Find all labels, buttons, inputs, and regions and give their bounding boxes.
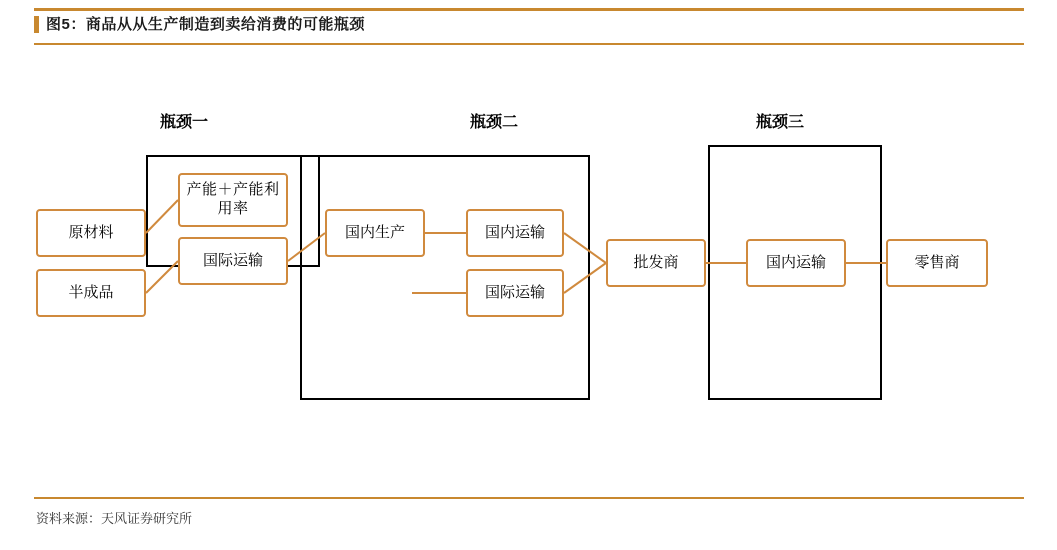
node-international-transport-2[interactable]: 国际运输 <box>466 269 564 317</box>
node-international-transport-1[interactable]: 国际运输 <box>178 237 288 285</box>
source-note: 资料来源：天风证券研究所 <box>36 511 193 526</box>
page-title: 图5：商品从从生产制造到卖给消费的可能瓶颈 <box>46 16 365 33</box>
node-wholesaler[interactable]: 批发商 <box>606 239 706 287</box>
edge-inttransport2-to-wholesaler <box>564 263 606 293</box>
node-capacity-utilization[interactable]: 产能＋产能利用率 <box>178 173 288 227</box>
group-label-bottleneck-three: 瓶颈三 <box>756 114 805 131</box>
group-label-bottleneck-one: 瓶颈一 <box>160 114 209 131</box>
group-label-bottleneck-two: 瓶颈二 <box>470 114 519 131</box>
title-accent-bar <box>34 16 39 33</box>
diagram-canvas <box>0 45 1057 495</box>
header-rule-top <box>34 8 1024 11</box>
node-retailer[interactable]: 零售商 <box>886 239 988 287</box>
edge-raw-to-capacity <box>146 200 178 233</box>
node-domestic-production[interactable]: 国内生产 <box>325 209 425 257</box>
node-semi-finished[interactable]: 半成品 <box>36 269 146 317</box>
node-domestic-transport-2[interactable]: 国内运输 <box>746 239 846 287</box>
footer-rule <box>34 497 1024 499</box>
edge-domtransport-to-wholesaler <box>564 233 606 263</box>
node-raw-material[interactable]: 原材料 <box>36 209 146 257</box>
node-domestic-transport-1[interactable]: 国内运输 <box>466 209 564 257</box>
